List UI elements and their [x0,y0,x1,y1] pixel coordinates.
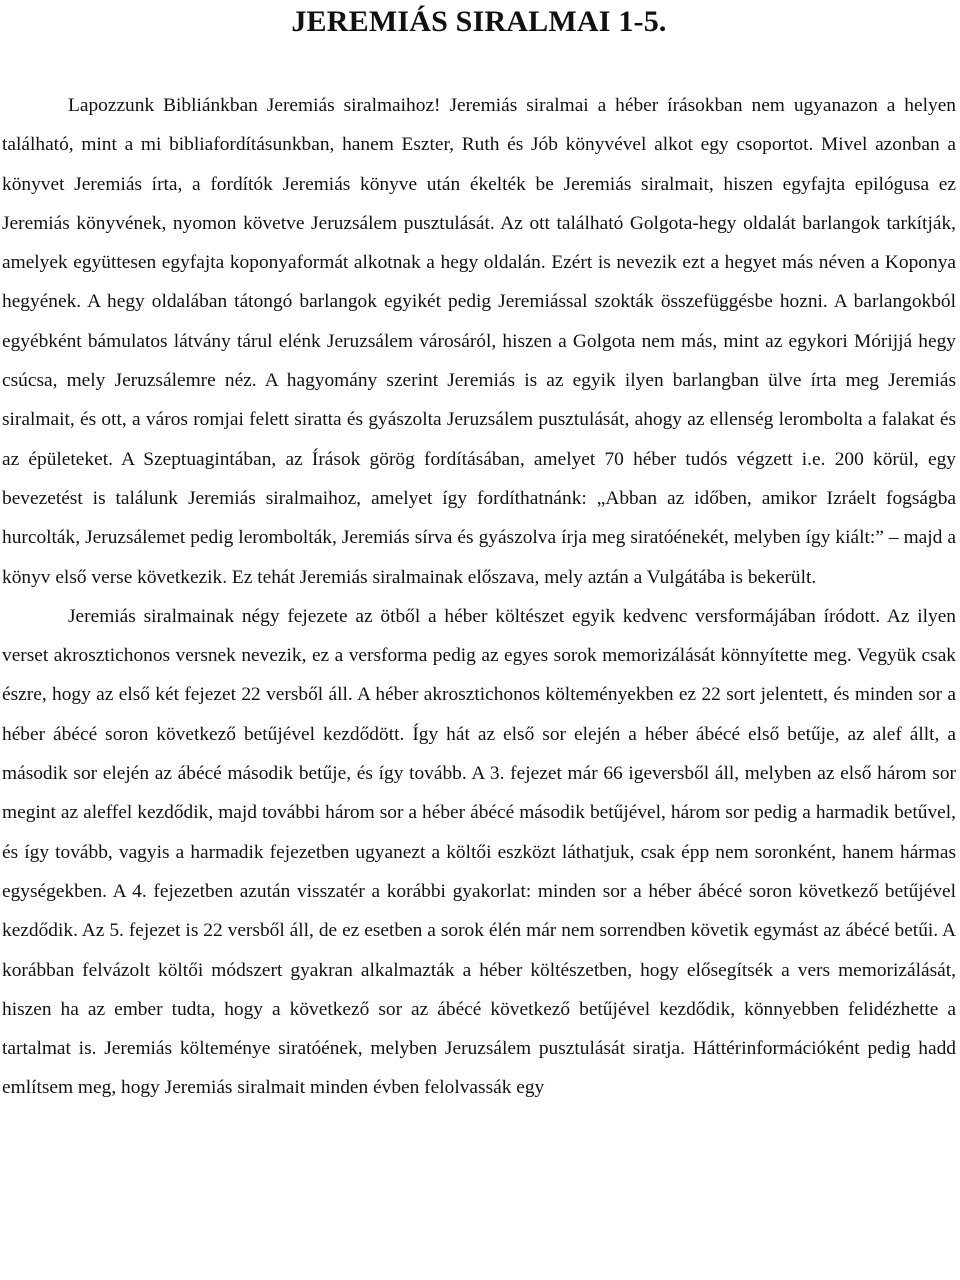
document-title: JEREMIÁS SIRALMAI 1-5. [291,5,667,38]
paragraph: Lapozzunk Bibliánkban Jeremiás siralmaihoz! Jeremiás siralmai a héber írásokban nem ugyanazon a helyen található, mint a mi bibliafordításunkban, hanem Eszter, Ruth és Jób könyvével alkot egy csoportot. Mivel azonban a könyvet Jeremiás írta, a fordítók Jeremiás könyve után ékelték be Jeremiás siralmait, hiszen egyfajta epilógusa ez Jeremiás könyvének, nyomon követve Jeruzsálem pusztulását. Az ott található Golgota-hegy oldalát barlangok tarkítják, amelyek együttesen egyfajta koponyaformát alkotnak a hegy oldalán. Ezért is nevezik ezt a hegyet más néven a Koponya hegyének. A hegy oldalában tátongó barlangok egyikét pedig Jeremiással szokták összefüggésbe hozni. A barlangokból egyébként bámulatos látvány tárul elénk Jeruzsálem városáról, hiszen a Golgota nem más, mint az egykori Mórijjá hegy csúcsa, mely Jeruzsálemre néz. A hagyomány szerint Jeremiás is az egyik ilyen barlangban ülve írta meg Jeremiás siralmait, és ott, a város romjai felett siratta és gyászolta Jeruzsálem pusztulását, ahogy az ellenség lerombolta a falakat és az épületeket. A Szeptuagintában, az Írások görög fordításában, amelyet 70 héber tudós végzett i.e. 200 körül, egy bevezetést is találunk Jeremiás siralmaihoz, amelyet így fordíthatnánk: „Abban az időben, amikor Izráelt fogságba hurcolták, Jeruzsálemet pedig lerombolták, Jeremiás sírva és gyászolva írja meg siratóénekét, melyben így kiált:” – majd a könyv első verse következik. Ez tehát Jeremiás siralmainak előszava, mely aztán a Vulgátába is bekerült. [2,95,956,588]
document-body [2,86,956,1108]
paragraph: Jeremiás siralmainak négy fejezete az ötből a héber költészet egyik kedvenc versformájában íródott. Az ilyen verset akrosztichonos versnek nevezik, ez a versforma pedig az egyes sorok memorizálását könnyítette meg. Vegyük csak észre, hogy az első két fejezet 22 versből áll. A héber akrosztichonos költeményekben ez 22 sort jelentett, és minden sor a héber ábécé soron következő betűjével kezdődött. Így hát az első sor elején a héber ábécé első betűje, az alef állt, a második sor elején az ábécé második betűje, és így tovább. A 3. fejezet már 66 igeversből áll, melyben az első három sor megint az aleffel kezdődik, majd további három sor a héber ábécé második betűjével, három sor pedig a harmadik betűvel, és így tovább, vagyis a harmadik fejezetben ugyanezt a költői eszközt láthatjuk, csak épp nem soronként, hanem hármas egységekben. A 4. fejezetben azután visszatér a korábbi gyakorlat: minden sor a héber ábécé soron következő betűjével kezdődik. Az 5. fejezet is 22 versből áll, de ez esetben a sorok élén már nem sorrendben követik egymást az ábécé betűi. A korábban felvázolt költői módszert gyakran alkalmazták a héber költészetben, hogy elősegítsék a vers memorizálását, hiszen ha az ember tudta, hogy a következő sor az ábécé következő betűjével kezdődik, könnyebben felidézhette a tartalmat is. Jeremiás költeménye siratóének, melyben Jeruzsálem pusztulását siratja. Háttérinformációként pedig hadd említsem meg, hogy Jeremiás siralmait minden évben felolvassák egy [2,605,956,1099]
